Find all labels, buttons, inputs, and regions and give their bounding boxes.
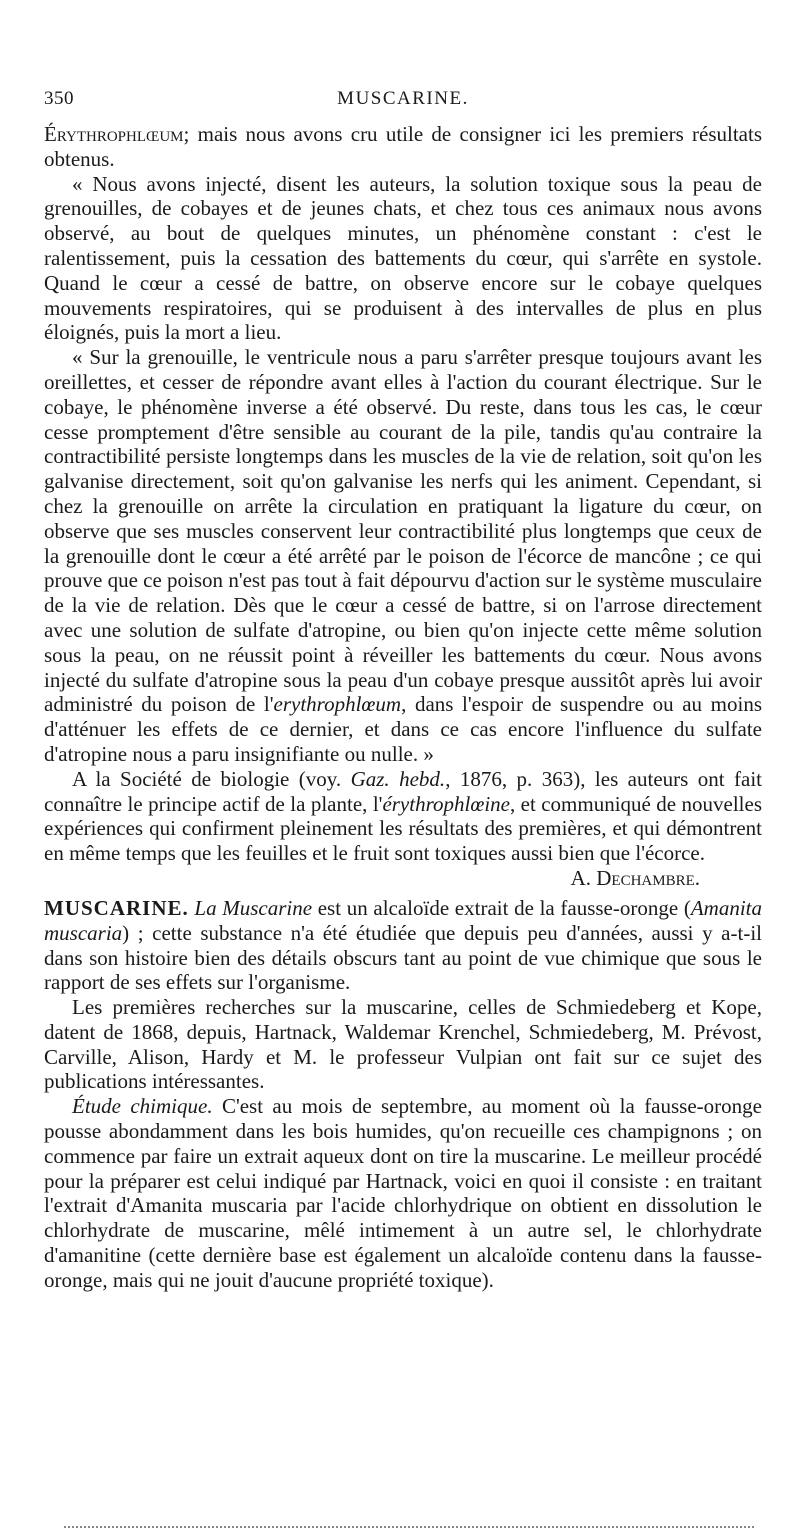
erythro-p4-italic-1: Gaz. hebd. (350, 766, 446, 791)
muscarine-paragraph-2: Les premières recherches sur la muscarine, celles de Schmiedeberg et Kope, datent de 1868, depuis, Hartnack, Waldemar Krenchel, Schmiedeberg, M. Prévost, Carville, Alison, Hardy et M. le professeur Vulpian ont fait sur ce sujet des publications intéressantes. (44, 995, 762, 1094)
muscarine-p1-italic-2: Amanita muscaria (44, 895, 762, 945)
erythro-p4-italic-2: érythrophlœine (382, 791, 510, 816)
erythro-p1-text: ; mais nous avons cru utile de consigner ici les premiers résultats obtenus. (44, 122, 762, 171)
muscarine-p3-text: C'est au mois de septembre, au moment où la fausse-oronge pousse abondamment dans les bois humides, qu'on recueille ces champignons ; on commence par faire un extrait aqueux dont on tire la muscarine. Le meilleur procédé pour la préparer est celui indiqué par Hartnack, voici en quoi il consiste : en traitant l'extrait d'Amanita muscaria par l'acide chlorhydrique on obtient en dissolution le chlorhydrate de muscarine, mêlé intimement à un autre sel, le chlorhydrate d'amanitine (cette dernière base est également un alcaloïde contenu dans la fausse-oronge, mais qui ne jouit d'aucune propriété toxique). (44, 1094, 762, 1292)
page (44, 88, 762, 1293)
erythro-p3-italic: erythrophlœum (273, 692, 402, 717)
footer-dotted-rule (64, 1526, 754, 1528)
muscarine-paragraph-3 (44, 1094, 762, 1292)
erythro-p3-text-b: , dans l'espoir de suspendre ou au moins d'atténuer les effets de ce dernier, et dans ce cas encore l'influence du sulfate d'atropine nous a paru insignifiante ou nulle. » (44, 692, 762, 766)
erythro-p4-text-c: , et communiqué de nouvelles expériences qui confirment pleinement les résultats des premières, et qui démontrent en même temps que les feuilles et le fruit sont toxiques aussi bien que l'écorce. (44, 791, 762, 866)
running-head: MUSCARINE. (337, 88, 469, 109)
signature-initial: A. (570, 865, 597, 890)
author-signature (543, 866, 700, 891)
muscarine-heading: MUSCARINE. (44, 895, 189, 920)
muscarine-paragraph-1 (44, 896, 762, 995)
muscarine-p1-text-a: est un alcaloïde extrait de la fausse-oronge ( (312, 895, 691, 920)
page-number: 350 (44, 88, 74, 109)
erythro-paragraph-2: « Nous avons injecté, disent les auteurs, la solution toxique sous la peau de grenouilles, de cobayes et de jeunes chats, et chez tous ces animaux nous avons observé, au bout de quelques minutes, un phénomène constant : c'est le ralentissement, puis la cessation des battements du cœur, qui s'arrête en systole. Quand le cœur a cessé de battre, on observe encore sur le cobaye quelques mouvements respiratoires, qui se produisent à des intervalles de plus en plus éloignés, puis la mort a lieu. (44, 171, 762, 345)
erythro-term: Érythrophlœum (44, 122, 184, 146)
muscarine-p1-text-b: ) ; cette substance n'a été étudiée que depuis peu d'années, aussi y a-t-il dans son histoire bien des détails obscurs tant au point de vue chimique que sous le rapport de ses effets sur l'organisme. (44, 920, 762, 995)
muscarine-p1-italic-1: La Muscarine (194, 895, 313, 920)
erythro-p4-text-a: A la Société de biologie (voy. (72, 766, 351, 791)
erythro-p4-text-b: , 1876, p. 363), les auteurs ont fait connaître le principe actif de la plante, l' (44, 766, 762, 816)
erythro-paragraph-1 (44, 122, 762, 172)
erythro-paragraph-4 (44, 766, 762, 890)
erythro-p3-text-a: « Sur la grenouille, le ventricule nous a paru s'arrêter presque toujours avant les oreillettes, et cesser de répondre avant elles à l'action du courant électrique. Sur le cobaye, le phénomène inverse a été observé. Du reste, dans tous les cas, le cœur cesse promptement d'être sensible au courant de la pile, tandis qu'au contraire la contractibilité persiste longtemps dans les muscles de la vie de relation, soit qu'on les galvanise directement, soit qu'on galvanise les nerfs qui les animent. Cependant, si chez la grenouille on arrête la circulation en pratiquant la ligature du cœur, on observe que ses muscles conservent leur contractibilité plus longtemps que ceux de la grenouille dont le cœur a été arrêté par le poison de l'écorce de mancône ; ce qui prouve que ce poison n'est pas tout à fait dépourvu d'action sur le système musculaire de la vie de relation. Dès que le cœur a cessé de battre, si on l'arrose directement avec une solution de sulfate d'atropine, ou bien qu'on injecte cette même solution sous la peau, on ne réussit point à réveiller les battements du cœur. Nous avons injecté du sulfate d'atropine sous la peau d'un cobaye presque aussitôt après lui avoir administré du poison de l' (44, 345, 762, 717)
muscarine-p3-italic: Étude chimique. (72, 1094, 213, 1119)
signature-name: Dechambre. (596, 865, 700, 890)
page-header (44, 88, 762, 122)
erythro-paragraph-3 (44, 345, 762, 767)
